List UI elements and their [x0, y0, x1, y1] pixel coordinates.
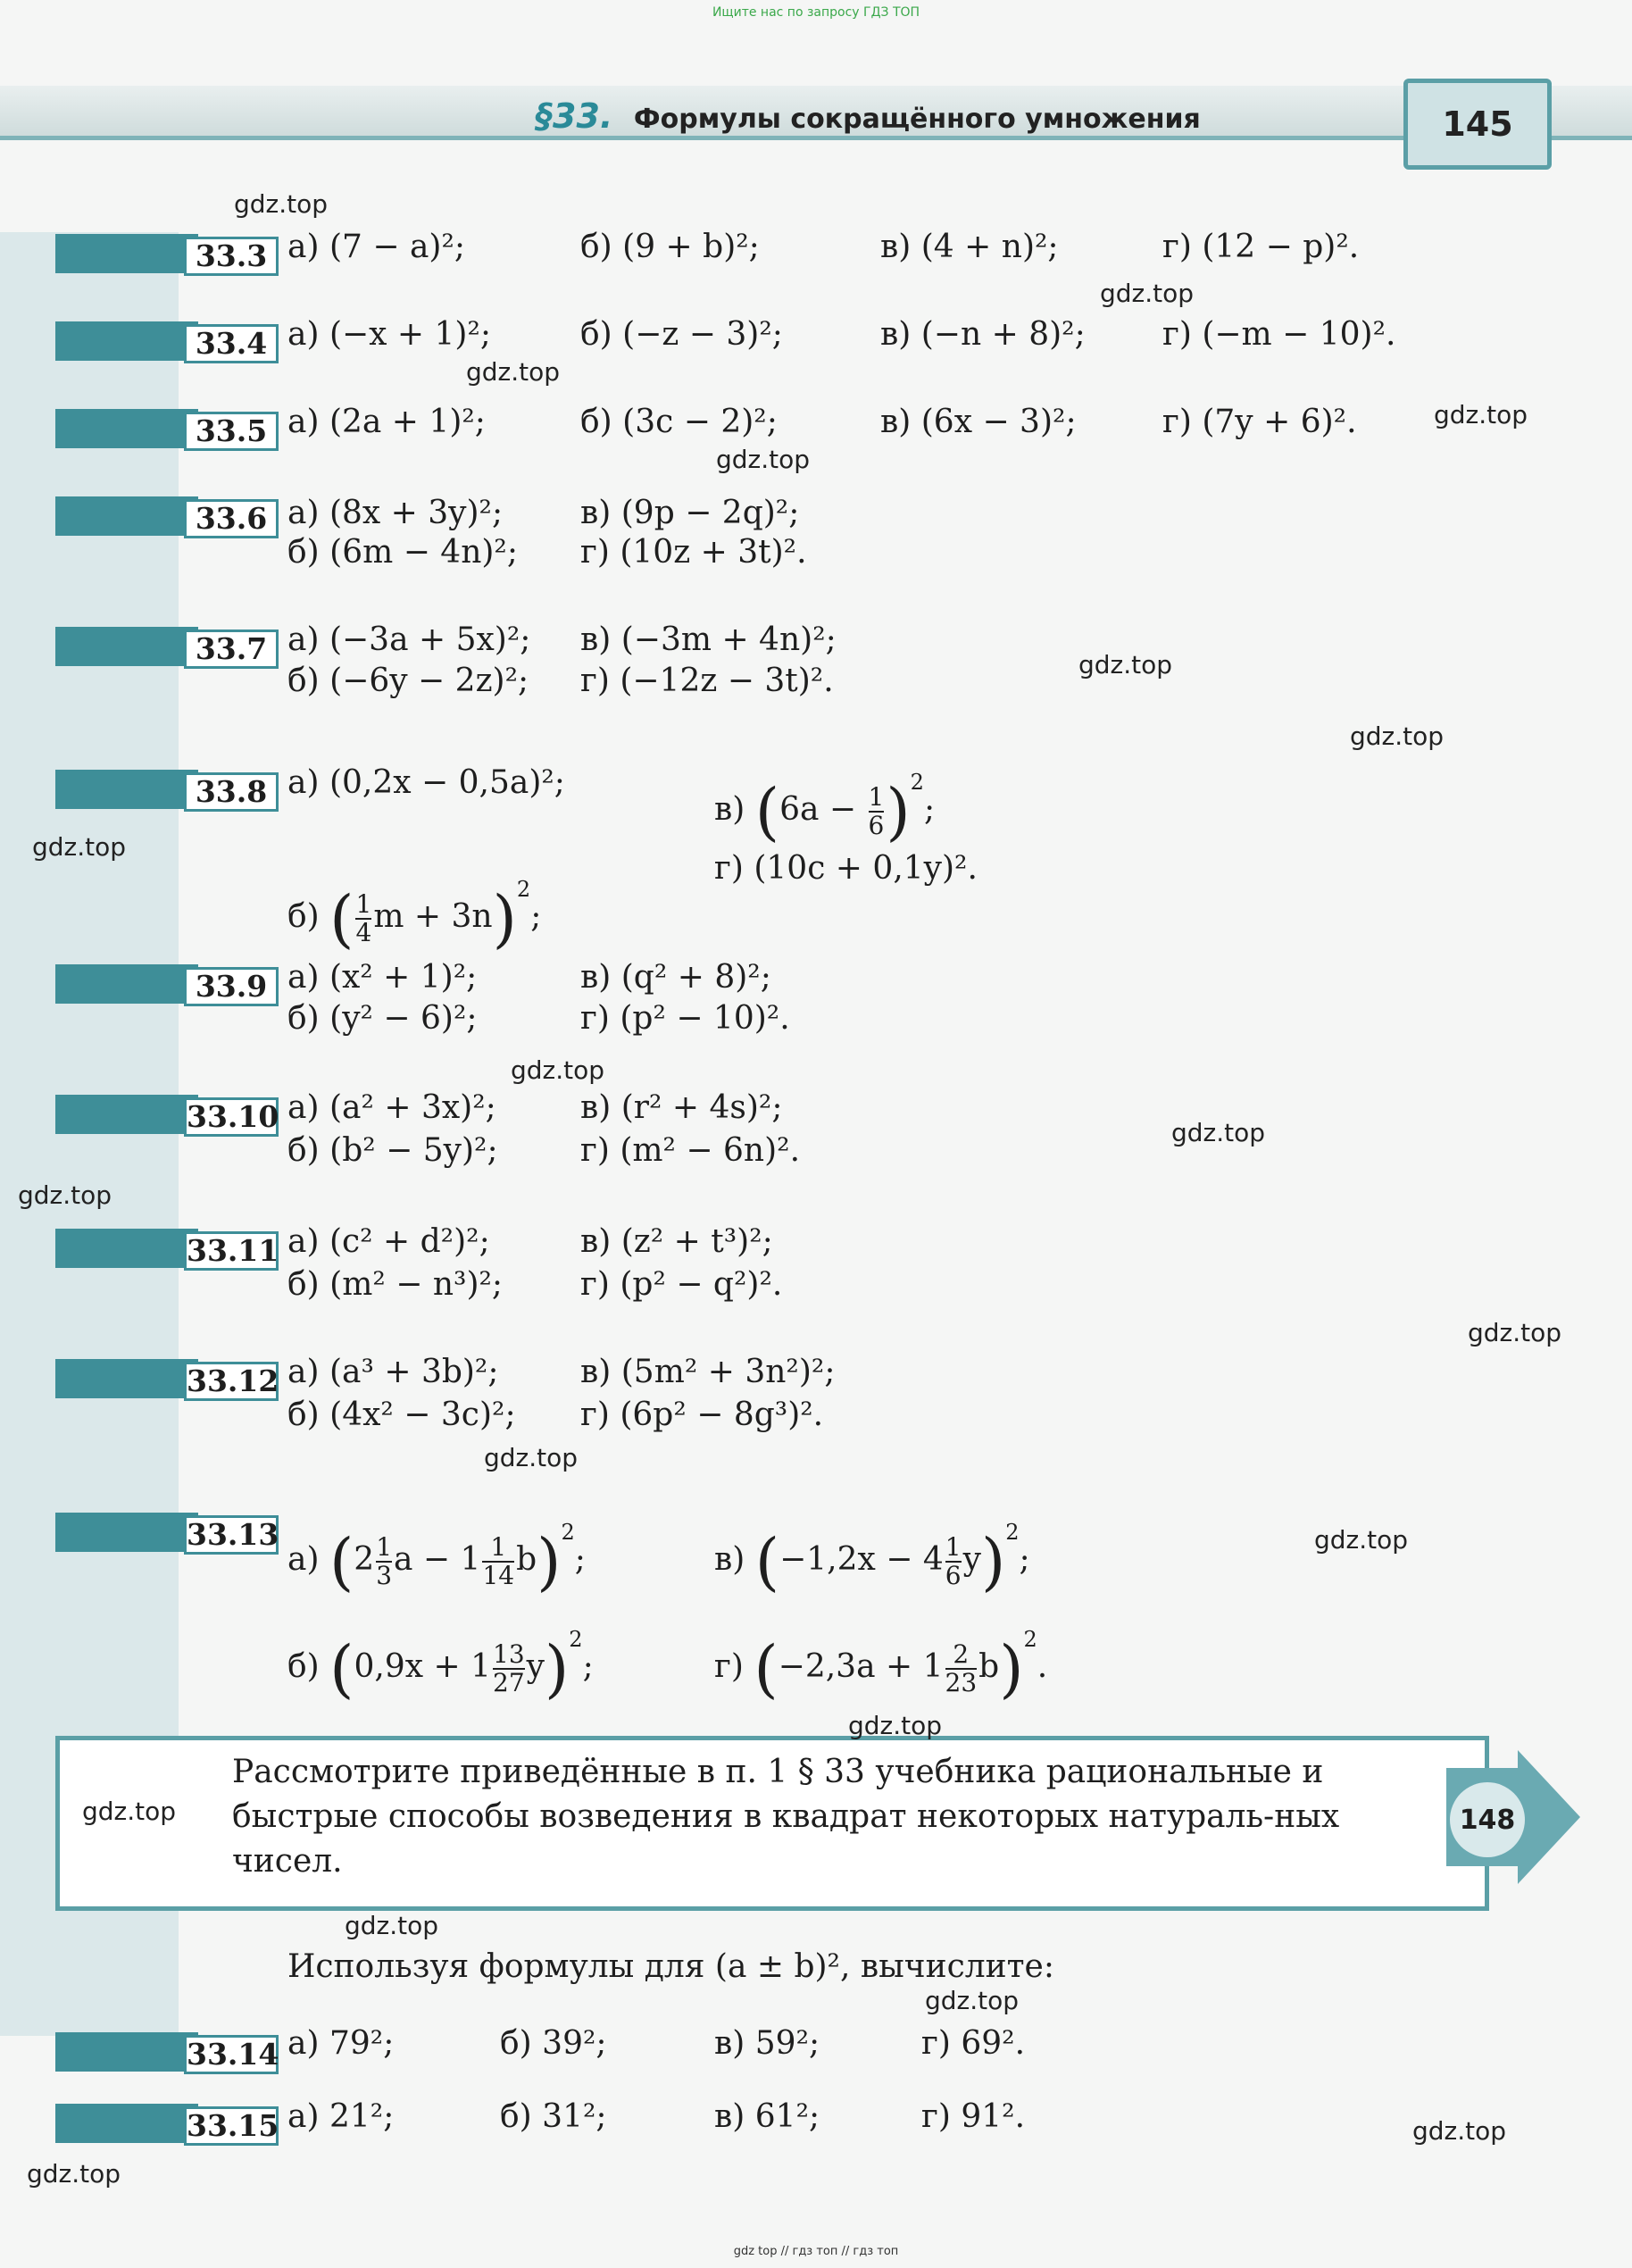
- section-title: Формулы сокращённого умножения: [633, 104, 1201, 135]
- item-a: а) (a³ + 3b)²;: [287, 1354, 499, 1390]
- exponent: 2: [1023, 1627, 1037, 1652]
- item-v: в) (5m² + 3n²)²;: [580, 1354, 836, 1390]
- paren-close: ): [544, 1632, 570, 1705]
- exercise-number: 33.11: [184, 1231, 279, 1271]
- item-v: в) (4 + n)²;: [880, 229, 1059, 265]
- watermark: gdz.top: [925, 1986, 1020, 2015]
- watermark: gdz.top: [1434, 400, 1528, 429]
- item-v: в) (z² + t³)²;: [580, 1223, 773, 1260]
- item-a: а) (a² + 3x)²;: [287, 1089, 496, 1126]
- info-text: Рассмотрите приведённые в п. 1 § 33 учебника рациональные и быстрые способы возведения в квадрат некоторых натураль-ных чисел.: [232, 1754, 1340, 1880]
- expr: m + 3n: [373, 898, 493, 935]
- item-g: г) (10c + 0,1y)².: [714, 850, 978, 887]
- exercise-bar: [55, 627, 198, 666]
- section-number: §33.: [536, 96, 613, 136]
- item-b: б) (−z − 3)²;: [580, 316, 783, 353]
- watermark: gdz.top: [1412, 2116, 1507, 2146]
- exercise-number: 33.13: [184, 1515, 279, 1555]
- watermark: gdz.top: [27, 2159, 121, 2189]
- item-b: б) (9 + b)²;: [580, 229, 760, 265]
- item-a: а) (c² + d²)²;: [287, 1223, 490, 1260]
- item-g: г) (10z + 3t)².: [580, 534, 807, 571]
- exercise-bar: [55, 409, 198, 448]
- item-g: г) (12 − p)².: [1162, 229, 1360, 265]
- page-number: 145: [1403, 79, 1552, 170]
- item-v: в) (−n + 8)²;: [880, 316, 1086, 353]
- paren-open: (: [754, 1525, 780, 1598]
- exercise-bar: [55, 1513, 198, 1552]
- watermark: gdz.top: [1314, 1525, 1409, 1555]
- item-a: а) (−3a + 5x)²;: [287, 621, 531, 658]
- item-a: а) (x² + 1)²;: [287, 959, 478, 996]
- item-b: б) (m² − n³)²;: [287, 1266, 504, 1303]
- item-b: б) (b² − 5y)²;: [287, 1132, 498, 1169]
- exercise-bar: [55, 2032, 198, 2072]
- exercise-number: 33.9: [184, 967, 279, 1006]
- watermark: gdz.top: [484, 1443, 579, 1472]
- paren-open: (: [754, 775, 780, 848]
- top-note: Ищите нас по запросу ГДЗ ТОП: [712, 5, 920, 20]
- item-v: в) (6x − 3)²;: [880, 404, 1077, 440]
- item-g: г) (m² − 6n)².: [580, 1132, 801, 1169]
- item-a: а) (−x + 1)²;: [287, 316, 492, 353]
- watermark: gdz.top: [716, 445, 811, 474]
- item-v: в) (−1,2x − 4 $\frac{1}{6}$ y)$^2$;: [714, 1520, 1030, 1598]
- item-b: б) 31²;: [500, 2098, 607, 2135]
- item-g: г) (−m − 10)².: [1162, 316, 1396, 353]
- exercise-bar: [55, 964, 198, 1004]
- exercise-bar: [55, 1359, 198, 1398]
- fraction: $\frac{1}{6}$: [868, 782, 885, 840]
- fraction: $\frac{1}{4}$: [355, 889, 372, 947]
- watermark: gdz.top: [234, 189, 329, 219]
- expr: 6a −: [779, 791, 857, 828]
- exercise-number: 33.10: [184, 1097, 279, 1137]
- paren-open: (: [329, 882, 354, 955]
- item-g: г) (−12z − 3t)².: [580, 663, 834, 699]
- item-g: г) 69².: [921, 2025, 1026, 2062]
- exponent: 2: [1005, 1520, 1020, 1545]
- exercise-number: 33.3: [184, 237, 279, 276]
- chapter-heading: [536, 96, 1201, 136]
- exercise-bar: [55, 321, 198, 361]
- exponent: 2: [910, 770, 924, 795]
- item-g: г) (p² − 10)².: [580, 1000, 790, 1037]
- paren-open: (: [329, 1525, 354, 1598]
- item-a: а) (2a + 1)²;: [287, 404, 486, 440]
- exercise-number: 33.5: [184, 412, 279, 451]
- paren-close: ): [492, 882, 517, 955]
- fraction: $\frac{1}{14}$: [482, 1532, 515, 1590]
- item-v: в) (9p − 2q)²;: [580, 495, 800, 531]
- paren-open: (: [329, 1632, 354, 1705]
- watermark: gdz.top: [345, 1911, 439, 1940]
- watermark: gdz.top: [466, 357, 561, 387]
- paren-open: (: [754, 1632, 779, 1705]
- reference-number: 148: [1450, 1782, 1525, 1857]
- watermark: gdz.top: [511, 1055, 605, 1085]
- watermark: gdz.top: [1100, 279, 1195, 308]
- item-g: г) (6p² − 8g³)².: [580, 1397, 824, 1433]
- watermark: gdz.top: [1350, 721, 1445, 751]
- item-v: в) (6a − $\frac{1}{6}$ )$^2$;: [714, 770, 936, 848]
- item-g: г) 91².: [921, 2098, 1026, 2135]
- fraction: $\frac{13}{27}$: [493, 1639, 525, 1697]
- watermark: gdz.top: [1468, 1318, 1562, 1347]
- paren-close: ): [980, 1525, 1006, 1598]
- item-b: б) (6m − 4n)²;: [287, 534, 518, 571]
- exercise-bar: [55, 2104, 198, 2143]
- exercise-bar: [55, 1229, 198, 1268]
- exponent: 2: [569, 1627, 583, 1652]
- watermark: gdz.top: [18, 1180, 112, 1210]
- fraction: $\frac{2}{23}$: [945, 1639, 978, 1697]
- exponent: 2: [561, 1520, 575, 1545]
- item-b: б) (−6y − 2z)²;: [287, 663, 529, 699]
- item-a: а) (2 $\frac{1}{3}$ a − 1 $\frac{1}{14}$ b)$^2$;: [287, 1520, 586, 1598]
- item-b: б) 39²;: [500, 2025, 607, 2062]
- exercise-bar: [55, 234, 198, 273]
- paren-close: ): [999, 1632, 1024, 1705]
- item-b: б) (y² − 6)²;: [287, 1000, 478, 1037]
- exercise-number: 33.12: [184, 1362, 279, 1401]
- exercise-number: 33.8: [184, 772, 279, 812]
- paren-close: ): [537, 1525, 562, 1598]
- item-b: б) (3c − 2)²;: [580, 404, 778, 440]
- item-g: г) (p² − q²)².: [580, 1266, 783, 1303]
- item-a: а) (7 − a)²;: [287, 229, 466, 265]
- exercise-bar: [55, 496, 198, 536]
- item-a: а) 21²;: [287, 2098, 395, 2135]
- exercise-bar: [55, 1095, 198, 1134]
- fraction: $\frac{1}{3}$: [376, 1532, 393, 1590]
- item-v: в) 61²;: [714, 2098, 820, 2135]
- exercise-number: 33.7: [184, 630, 279, 669]
- item-b: б) ( $\frac{1}{4}$ m + 3n)$^2$;: [287, 877, 542, 955]
- watermark: gdz.top: [1078, 650, 1173, 680]
- item-v: в) (−3m + 4n)²;: [580, 621, 837, 658]
- item-a: а) (8x + 3y)²;: [287, 495, 504, 531]
- exercise-bar: [55, 770, 198, 809]
- bottom-note: gdz top // гдз топ // гдз топ: [733, 2245, 899, 2258]
- paren-close: ): [886, 775, 911, 848]
- item-a: а) 79²;: [287, 2025, 395, 2062]
- exercise-number: 33.4: [184, 324, 279, 363]
- item-b: б) (4x² − 3c)²;: [287, 1397, 516, 1433]
- item-g: г) (−2,3a + 1 $\frac{2}{23}$ b)$^2$.: [714, 1627, 1048, 1705]
- watermark: gdz.top: [1171, 1118, 1266, 1147]
- item-v: в) (q² + 8)²;: [580, 959, 771, 996]
- item-b: б) (0,9x + 1 $\frac{13}{27}$ y)$^2$;: [287, 1627, 594, 1705]
- watermark: gdz.top: [848, 1711, 943, 1740]
- watermark: gdz.top: [32, 832, 127, 862]
- watermark: gdz.top: [82, 1797, 177, 1826]
- exponent: 2: [516, 877, 531, 902]
- exercise-number: 33.15: [184, 2106, 279, 2146]
- exercise-number: 33.14: [184, 2035, 279, 2074]
- item-v: в) (r² + 4s)²;: [580, 1089, 783, 1126]
- instruction-text: Используя формулы для (a ± b)², вычислите:: [287, 1948, 1054, 1985]
- item-v: в) 59²;: [714, 2025, 820, 2062]
- exercise-number: 33.6: [184, 499, 279, 538]
- item-a: а) (0,2x − 0,5a)²;: [287, 764, 565, 801]
- fraction: $\frac{1}{6}$: [945, 1532, 962, 1590]
- item-g: г) (7y + 6)².: [1162, 404, 1357, 440]
